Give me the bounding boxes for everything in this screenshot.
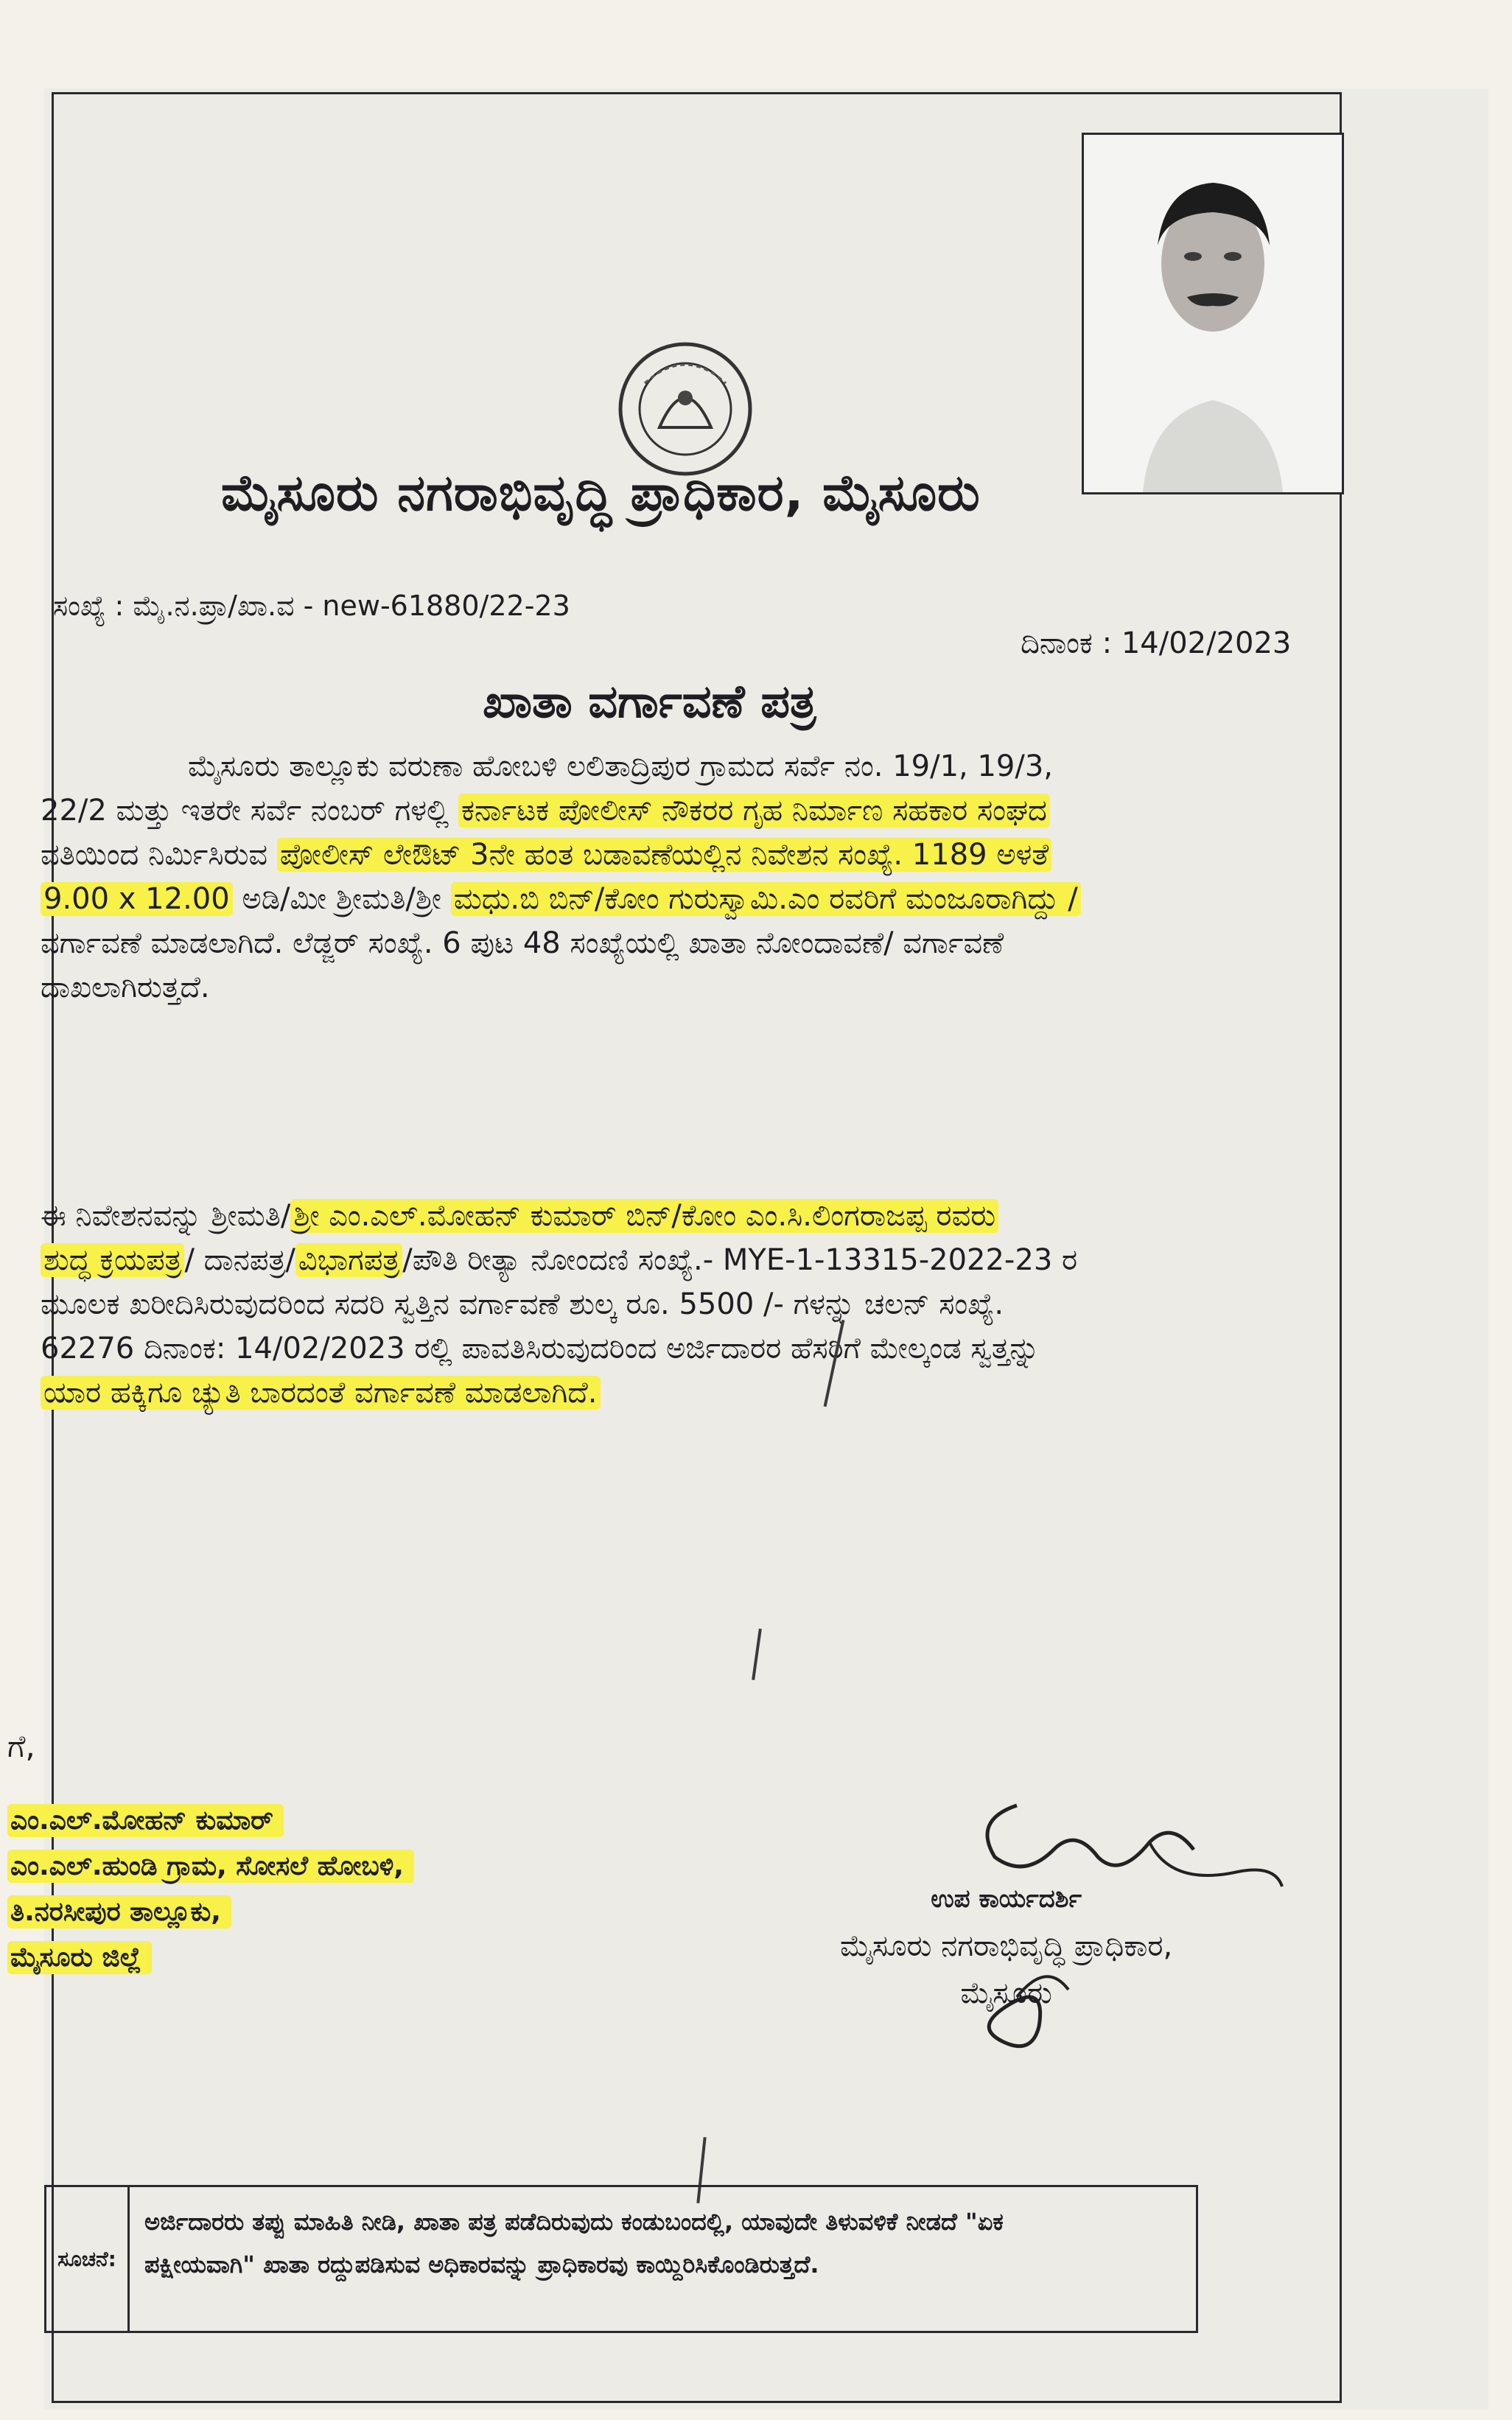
highlight-partition-deed: ವಿಭಾಗಪತ್ರ (295, 1243, 402, 1277)
notice-line-2: ಪಕ್ಷೀಯವಾಗಿ" ಖಾತಾ ರದ್ದುಪಡಿಸುವ ಅಧಿಕಾರವನ್ನು ಪ್ರಾಧಿಕಾರವು ಕಾಯ್ದಿರಿಸಿಕೊಂಡಿರುತ್ತದೆ. (144, 2251, 819, 2279)
para1-line-5: ವರ್ಗಾವಣೆ ಮಾಡಲಾಗಿದೆ. ಲೆಡ್ಜರ್ ಸಂಖ್ಯೆ. 6 ಪುಟ 48 ಸಂಖ್ಯೆಯಲ್ಲಿ ಖಾತಾ ನೋಂದಾವಣೆ/ ವರ್ಗಾವಣೆ (41, 926, 1004, 960)
authority-title: ಮೈಸೂರು ನಗರಾಭಿವೃದ್ಧಿ ಪ್ರಾಧಿಕಾರ, ಮೈಸೂರು (221, 464, 981, 522)
para2-line-4: 62276 ದಿನಾಂಕ: 14/02/2023 ರಲ್ಲಿ ಪಾವತಿಸಿರುವುದರಿಂದ ಅರ್ಜಿದಾರರ ಹೆಸರಿಗೆ ಮೇಲ್ಕಂಡ ಸ್ವತ್ತನ್ನು (41, 1332, 1040, 1365)
address-line-text: ಮೈಸೂರು ಜಿಲ್ಲೆ (7, 1941, 152, 1974)
highlight-dimensions: 9.00 x 12.00 (41, 882, 233, 916)
address-line (7, 1889, 414, 1935)
highlight-sale-deed: ಶುದ್ಧ ಕ್ರಯಪತ್ರ (41, 1243, 184, 1277)
applicant-photo (1082, 133, 1344, 494)
recipient-salutation: ಗೆ, (7, 1728, 35, 1764)
highlight-society-name: ಕರ್ನಾಟಕ ಪೋಲೀಸ್ ನೌಕರರ ಗೃಹ ನಿರ್ಮಾಣ ಸಹಕಾರ ಸಂಘದ (458, 794, 1050, 828)
para2-text: / ದಾನಪತ್ರ/ (184, 1243, 295, 1277)
highlight-no-rights-affected: ಯಾರ ಹಕ್ಕಿಗೂ ಚ್ಯುತಿ ಬಾರದಂತೆ ವರ್ಗಾವಣೆ ಮಾಡಲಾಗಿದೆ. (41, 1376, 601, 1410)
signatory-organization: ಮೈಸೂರು ನಗರಾಭಿವೃದ್ಧಿ ಪ್ರಾಧಿಕಾರ, (840, 1929, 1173, 1963)
para2-text: ಈ ನಿವೇಶನವನ್ನು ಶ್ರೀಮತಿ/ (41, 1199, 291, 1233)
letter-subject: ಖಾತಾ ವರ್ಗಾವಣೆ ಪತ್ರ (483, 674, 816, 728)
paragraph-2 (41, 1194, 1337, 1415)
para2-text: /ಪೌತಿ ರೀತ್ಯಾ ನೋಂದಣಿ ಸಂಖ್ಯೆ.- MYE-1-13315-2022-23 ರ (402, 1243, 1078, 1277)
highlight-purchaser-name: ಶ್ರೀ ಎಂ.ಎಲ್.ಮೋಹನ್ ಕುಮಾರ್ ಬಿನ್/ಕೋಂ ಎಂ.ಸಿ.ಲಿಂಗರಾಜಪ್ಪ ರವರು (290, 1199, 998, 1233)
para1-text: ವತಿಯಿಂದ ನಿರ್ಮಿಸಿರುವ (41, 838, 277, 872)
notice-box (44, 2185, 1198, 2333)
notice-label: ಸೂಚನೆ: (46, 2187, 130, 2331)
notice-line-1: ಅರ್ಜಿದಾರರು ತಪ್ಪು ಮಾಹಿತಿ ನೀಡಿ, ಖಾತಾ ಪತ್ರ ಪಡೆದಿರುವುದು ಕಂಡುಬಂದಲ್ಲಿ, ಯಾವುದೇ ತಿಳುವಳಿಕೆ ನೀಡದೆ "ಏಕ (144, 2208, 1004, 2236)
address-line-text: ಎಂ.ಎಲ್.ಹುಂಡಿ ಗ್ರಾಮ, ಸೋಸಲೆ ಹೋಬಳಿ, (7, 1850, 414, 1883)
para2-line-2 (41, 1238, 1337, 1282)
para1-line-6: ದಾಖಲಾಗಿರುತ್ತದೆ. (41, 971, 210, 1004)
para1-text: ಅಡಿ/ಮೀ ಶ್ರೀಮತಿ/ಶ್ರೀ (232, 882, 451, 916)
highlight-layout-name: ಪೋಲೀಸ್ ಲೇಔಟ್ 3ನೇ ಹಂತ ಬಡಾವಣೆಯಲ್ಲಿನ ನಿವೇಶನ ಸಂಖ್ಯೆ. 1189 ಅಳತೆ (277, 838, 1051, 872)
person-photo-icon (1084, 135, 1342, 492)
signatory-block (840, 1875, 1172, 2017)
para1-line-3 (41, 833, 1337, 877)
para1-text: 22/2 ಮತ್ತು ಇತರೇ ಸರ್ವೆ ನಂಬರ್ ಗಳಲ್ಲಿ (41, 794, 458, 828)
address-line-text: ತಿ.ನರಸೀಪುರ ತಾಲ್ಲೂಕು, (7, 1895, 231, 1928)
address-line (7, 1935, 414, 1981)
para2-line-3: ಮೂಲಕ ಖರೀದಿಸಿರುವುದರಿಂದ ಸದರಿ ಸ್ವತ್ತಿನ ವರ್ಗಾವಣೆ ಶುಲ್ಕ ರೂ. 5500 /- ಗಳನ್ನು ಚಲನ್ ಸಂಖ್ಯೆ. (41, 1287, 1004, 1321)
notice-text (130, 2187, 1018, 2331)
recipient-address (7, 1798, 414, 1981)
issue-date: ದಿನಾಂಕ : 14/02/2023 (1021, 626, 1292, 660)
address-line-text: ಎಂ.ಎಲ್.ಮೋಹನ್ ಕುಮಾರ್ (7, 1804, 284, 1837)
para1-line-1: ಮೈಸೂರು ತಾಲ್ಲೂಕು ವರುಣಾ ಹೋಬಳಿ ಲಲಿತಾದ್ರಿಪುರ ಗ್ರಾಮದ ಸರ್ವೆ ನಂ. 19/1, 19/3, (188, 749, 1053, 783)
signatory-city: ಮೈಸೂರು (960, 1976, 1052, 2010)
address-line (7, 1844, 414, 1889)
para1-line-4 (41, 877, 1337, 921)
address-line (7, 1798, 414, 1844)
reference-number: ಸಂಖ್ಯೆ : ಮೈ.ನ.ಪ್ರಾ/ಖಾ.ವ - new-61880/22-23 (53, 590, 570, 622)
authority-seal-emblem (615, 339, 755, 479)
paragraph-1 (41, 744, 1337, 1010)
para1-line-2 (41, 788, 1337, 833)
signatory-title: ಉಪ ಕಾರ್ಯದರ್ಶಿ (931, 1884, 1082, 1914)
highlight-allottee-name: ಮಧು.ಬಿ ಬಿನ್/ಕೋಂ ಗುರುಸ್ವಾಮಿ.ಎಂ ರವರಿಗೆ ಮಂಜೂರಾಗಿದ್ದು / (451, 882, 1081, 916)
para2-line-1 (41, 1194, 1337, 1238)
para2-line-5 (41, 1371, 1337, 1415)
